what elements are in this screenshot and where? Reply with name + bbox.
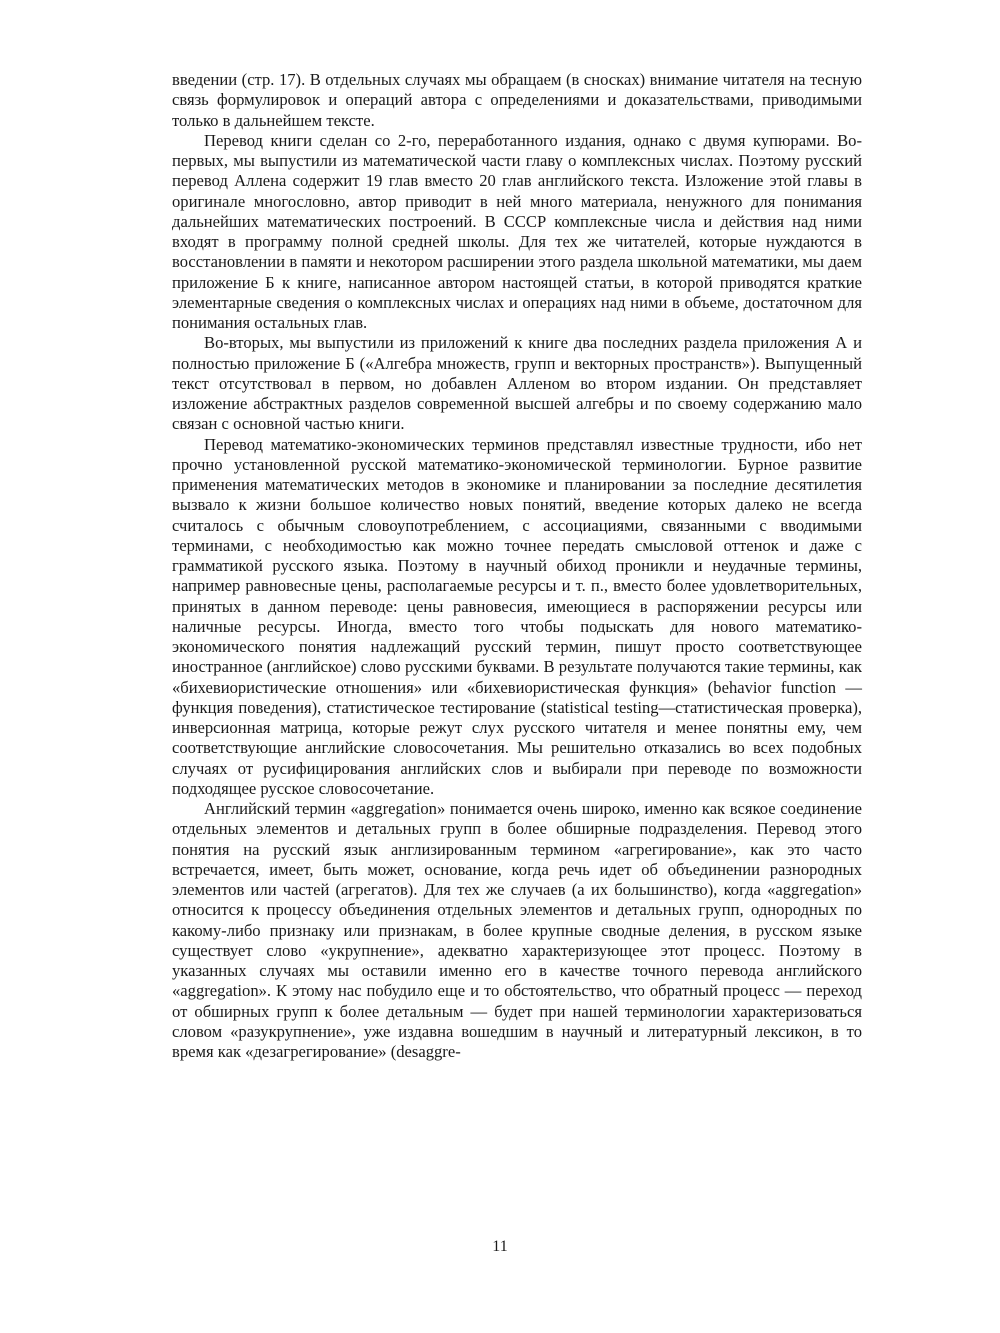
paragraph-1: введении (стр. 17). В отдельных случаях мы обращаем (в сносках) внимание читателя на тесную связь формулировок и операций автора с определениями и доказательствами, приводимыми только в дальнейшем тексте. xyxy=(172,70,862,130)
paragraph-4: Перевод математико-экономических терминов представлял известные трудности, ибо нет прочно установленной русской математико-экономической терминологии. Бурное развитие применения математических методов в экономике и планировании за последние десятилетия вызвало к жизни большое количество новых понятий, введение которых далеко не всегда считалось с обычным словоупотреблением, с ассоциациями, связанными с вводимыми терминами, с необходимостью как можно точнее передать смысловой оттенок и даже с грамматикой русского языка. Поэтому в научный обиход проникли и неудачные термины, например равновесные цены, располагаемые ресурсы и т. п., вместо более удовлетворительных, принятых в данном переводе: цены равновесия, имеющиеся в распоряжении ресурсы или наличные ресурсы. Иногда, вместо того чтобы подыскать для нового математико-экономического понятия надлежащий русский термин, пишут просто соответствующее иностранное (английское) слово русскими буквами. В результате получаются такие термины, как «бихевиористические отношения» или «бихевиористическая функция» (behavior function — функция поведения), статистическое тестирование (statistical testing—статистическая проверка), инверсионная матрица, которые режут слух русского читателя и менее понятны ему, чем соответствующие английские словосочетания. Мы решительно отказались во всех подобных случаях от русифицирования английских слов и выбирали при переводе по возможности подходящее русское словосочетание. xyxy=(172,434,862,798)
paragraph-3: Во-вторых, мы выпустили из приложений к книге два последних раздела приложения А и полностью приложение Б («Алгебра множеств, групп и векторных пространств»). Выпущенный текст отсутствовал в первом, но добавлен Алленом во втором издании. Он представляет изложение абстрактных разделов современной высшей алгебры и по своему содержанию мало связан с основной частью книги. xyxy=(172,333,862,434)
paragraph-2: Перевод книги сделан со 2-го, переработанного издания, однако с двумя купюрами. Во-первых, мы выпустили из математической части главу о комплексных числах. Поэтому русский перевод Аллена содержит 19 глав вместо 20 глав английского текста. Изложение этой главы в оригинале многословно, автор приводит в ней много материала, ненужного для понимания дальнейших математических построений. В СССР комплексные числа и действия над ними входят в программу полной средней школы. Для тех же читателей, которые нуждаются в восстановлении в памяти и некотором расширении этого раздела школьной математики, мы даем приложение Б к книге, написанное автором настоящей статьи, в которой приводятся краткие элементарные сведения о комплексных числах и операциях над ними в объеме, достаточном для понимания остальных глав. xyxy=(172,130,862,332)
page-body xyxy=(172,70,862,1062)
page-number: 11 xyxy=(492,1238,508,1255)
paragraph-5: Английский термин «aggregation» понимается очень широко, именно как всякое соединение отдельных элементов и детальных групп в более обширные подразделения. Перевод этого понятия на русский язык англизированным термином «агрегирование», как это часто встречается, имеет, быть может, основание, когда речь идет об объединении разнородных элементов или частей (агрегатов). Для тех же случаев (а их большинство), когда «aggregation» относится к процессу объединения отдельных элементов и детальных групп, однородных по какому-либо признаку или признакам, в более крупные сводные деления, в русском языке существует слово «укрупнение», адекватно характеризующее этот процесс. Поэтому в указанных случаях мы оставили именно его в качестве точного перевода английского «aggregation». К этому нас побудило еще и то обстоятельство, что обратный процесс — переход от обширных групп к более детальным — будет при нашей терминологии характеризоваться словом «разукрупнение», уже издавна вошедшим в научный и литературный лексикон, в то время как «дезагрегирование» (desaggre- xyxy=(172,799,862,1061)
